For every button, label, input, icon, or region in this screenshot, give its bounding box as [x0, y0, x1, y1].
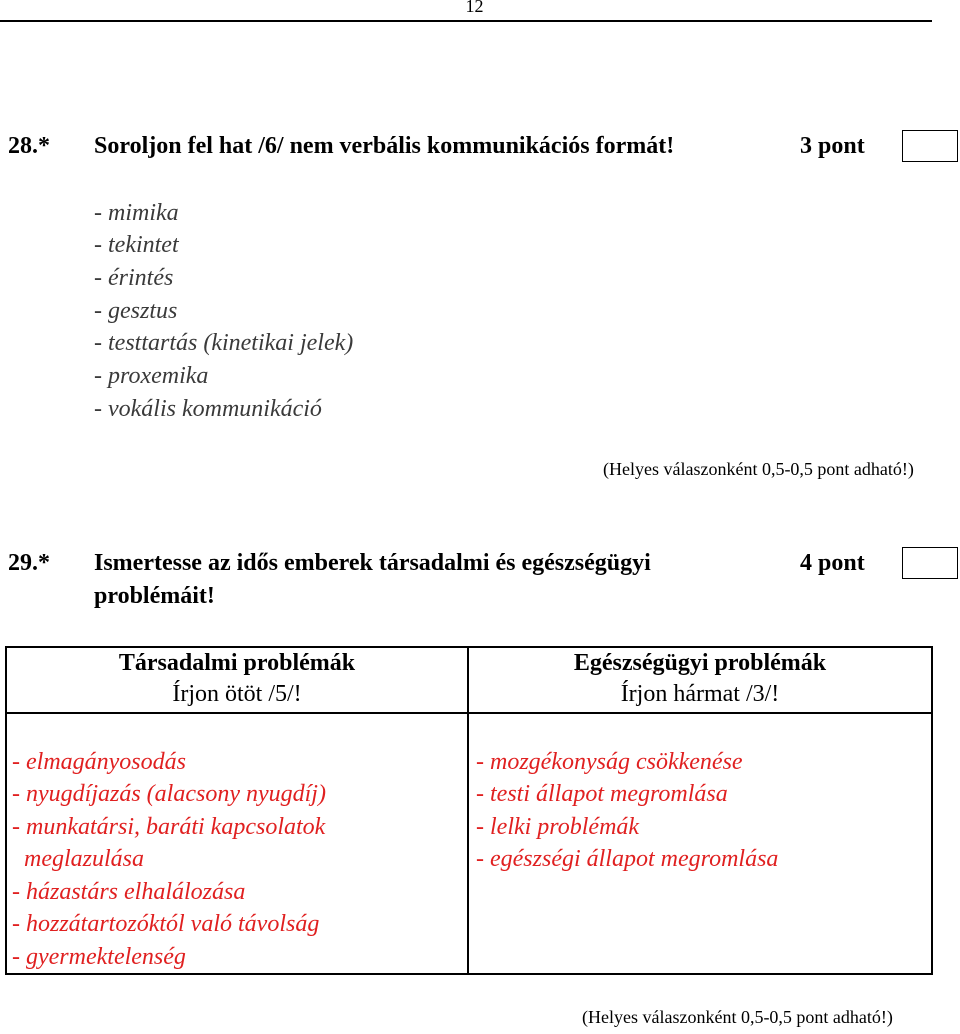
- q28-answer-5: - testtartás (kinetikai jelek): [94, 330, 354, 356]
- social-item-1: - elmagányosodás: [12, 749, 186, 775]
- social-item-4: - házastárs elhalálozása: [12, 879, 246, 905]
- q29-text-line1: Ismertesse az idős emberek társadalmi és egészségügyi: [94, 550, 651, 576]
- social-item-5: - hozzátartozóktól való távolság: [12, 911, 320, 937]
- q28-points: 3 pont: [800, 133, 865, 159]
- q29-number: 29.*: [8, 550, 50, 576]
- health-problems-instruction: Írjon hármat /3/!: [620, 681, 780, 707]
- q28-answer-1: - mimika: [94, 200, 179, 226]
- health-item-2: - testi állapot megromlása: [476, 781, 728, 807]
- q28-answer-3: - érintés: [94, 265, 174, 291]
- page-number: 12: [465, 0, 484, 16]
- q28-text: Soroljon fel hat /6/ nem verbális kommunikációs formát!: [94, 133, 675, 159]
- health-item-4: - egészségi állapot megromlása: [476, 846, 779, 872]
- health-item-3: - lelki problémák: [476, 814, 640, 840]
- q28-score-box[interactable]: [902, 130, 958, 162]
- q29-score-box[interactable]: [902, 547, 958, 579]
- q29-text-line2: problémáit!: [94, 583, 215, 609]
- health-item-1: - mozgékonyság csökkenése: [476, 749, 743, 775]
- social-item-6: - gyermektelenség: [12, 944, 186, 970]
- q29-scoring-note: (Helyes válaszonként 0,5-0,5 pont adható!): [582, 1007, 893, 1027]
- social-problems-header: Társadalmi problémák: [118, 650, 356, 676]
- q28-number: 28.*: [8, 133, 50, 159]
- q28-answer-7: - vokális kommunikáció: [94, 396, 322, 422]
- social-item-3: - munkatársi, baráti kapcsolatok: [12, 814, 326, 840]
- q28-scoring-note: (Helyes válaszonként 0,5-0,5 pont adható!): [603, 459, 914, 479]
- health-problems-header: Egészségügyi problémák: [573, 650, 827, 676]
- q29-points: 4 pont: [800, 550, 865, 576]
- table-header-divider: [5, 712, 933, 714]
- q28-answer-4: - gesztus: [94, 298, 178, 324]
- header-rule: [0, 20, 932, 22]
- social-item-3-cont: meglazulása: [12, 846, 144, 872]
- social-problems-instruction: Írjon ötöt /5/!: [172, 681, 302, 707]
- social-item-2: - nyugdíjazás (alacsony nyugdíj): [12, 781, 326, 807]
- q28-answer-6: - proxemika: [94, 363, 209, 389]
- q28-answer-2: - tekintet: [94, 232, 179, 258]
